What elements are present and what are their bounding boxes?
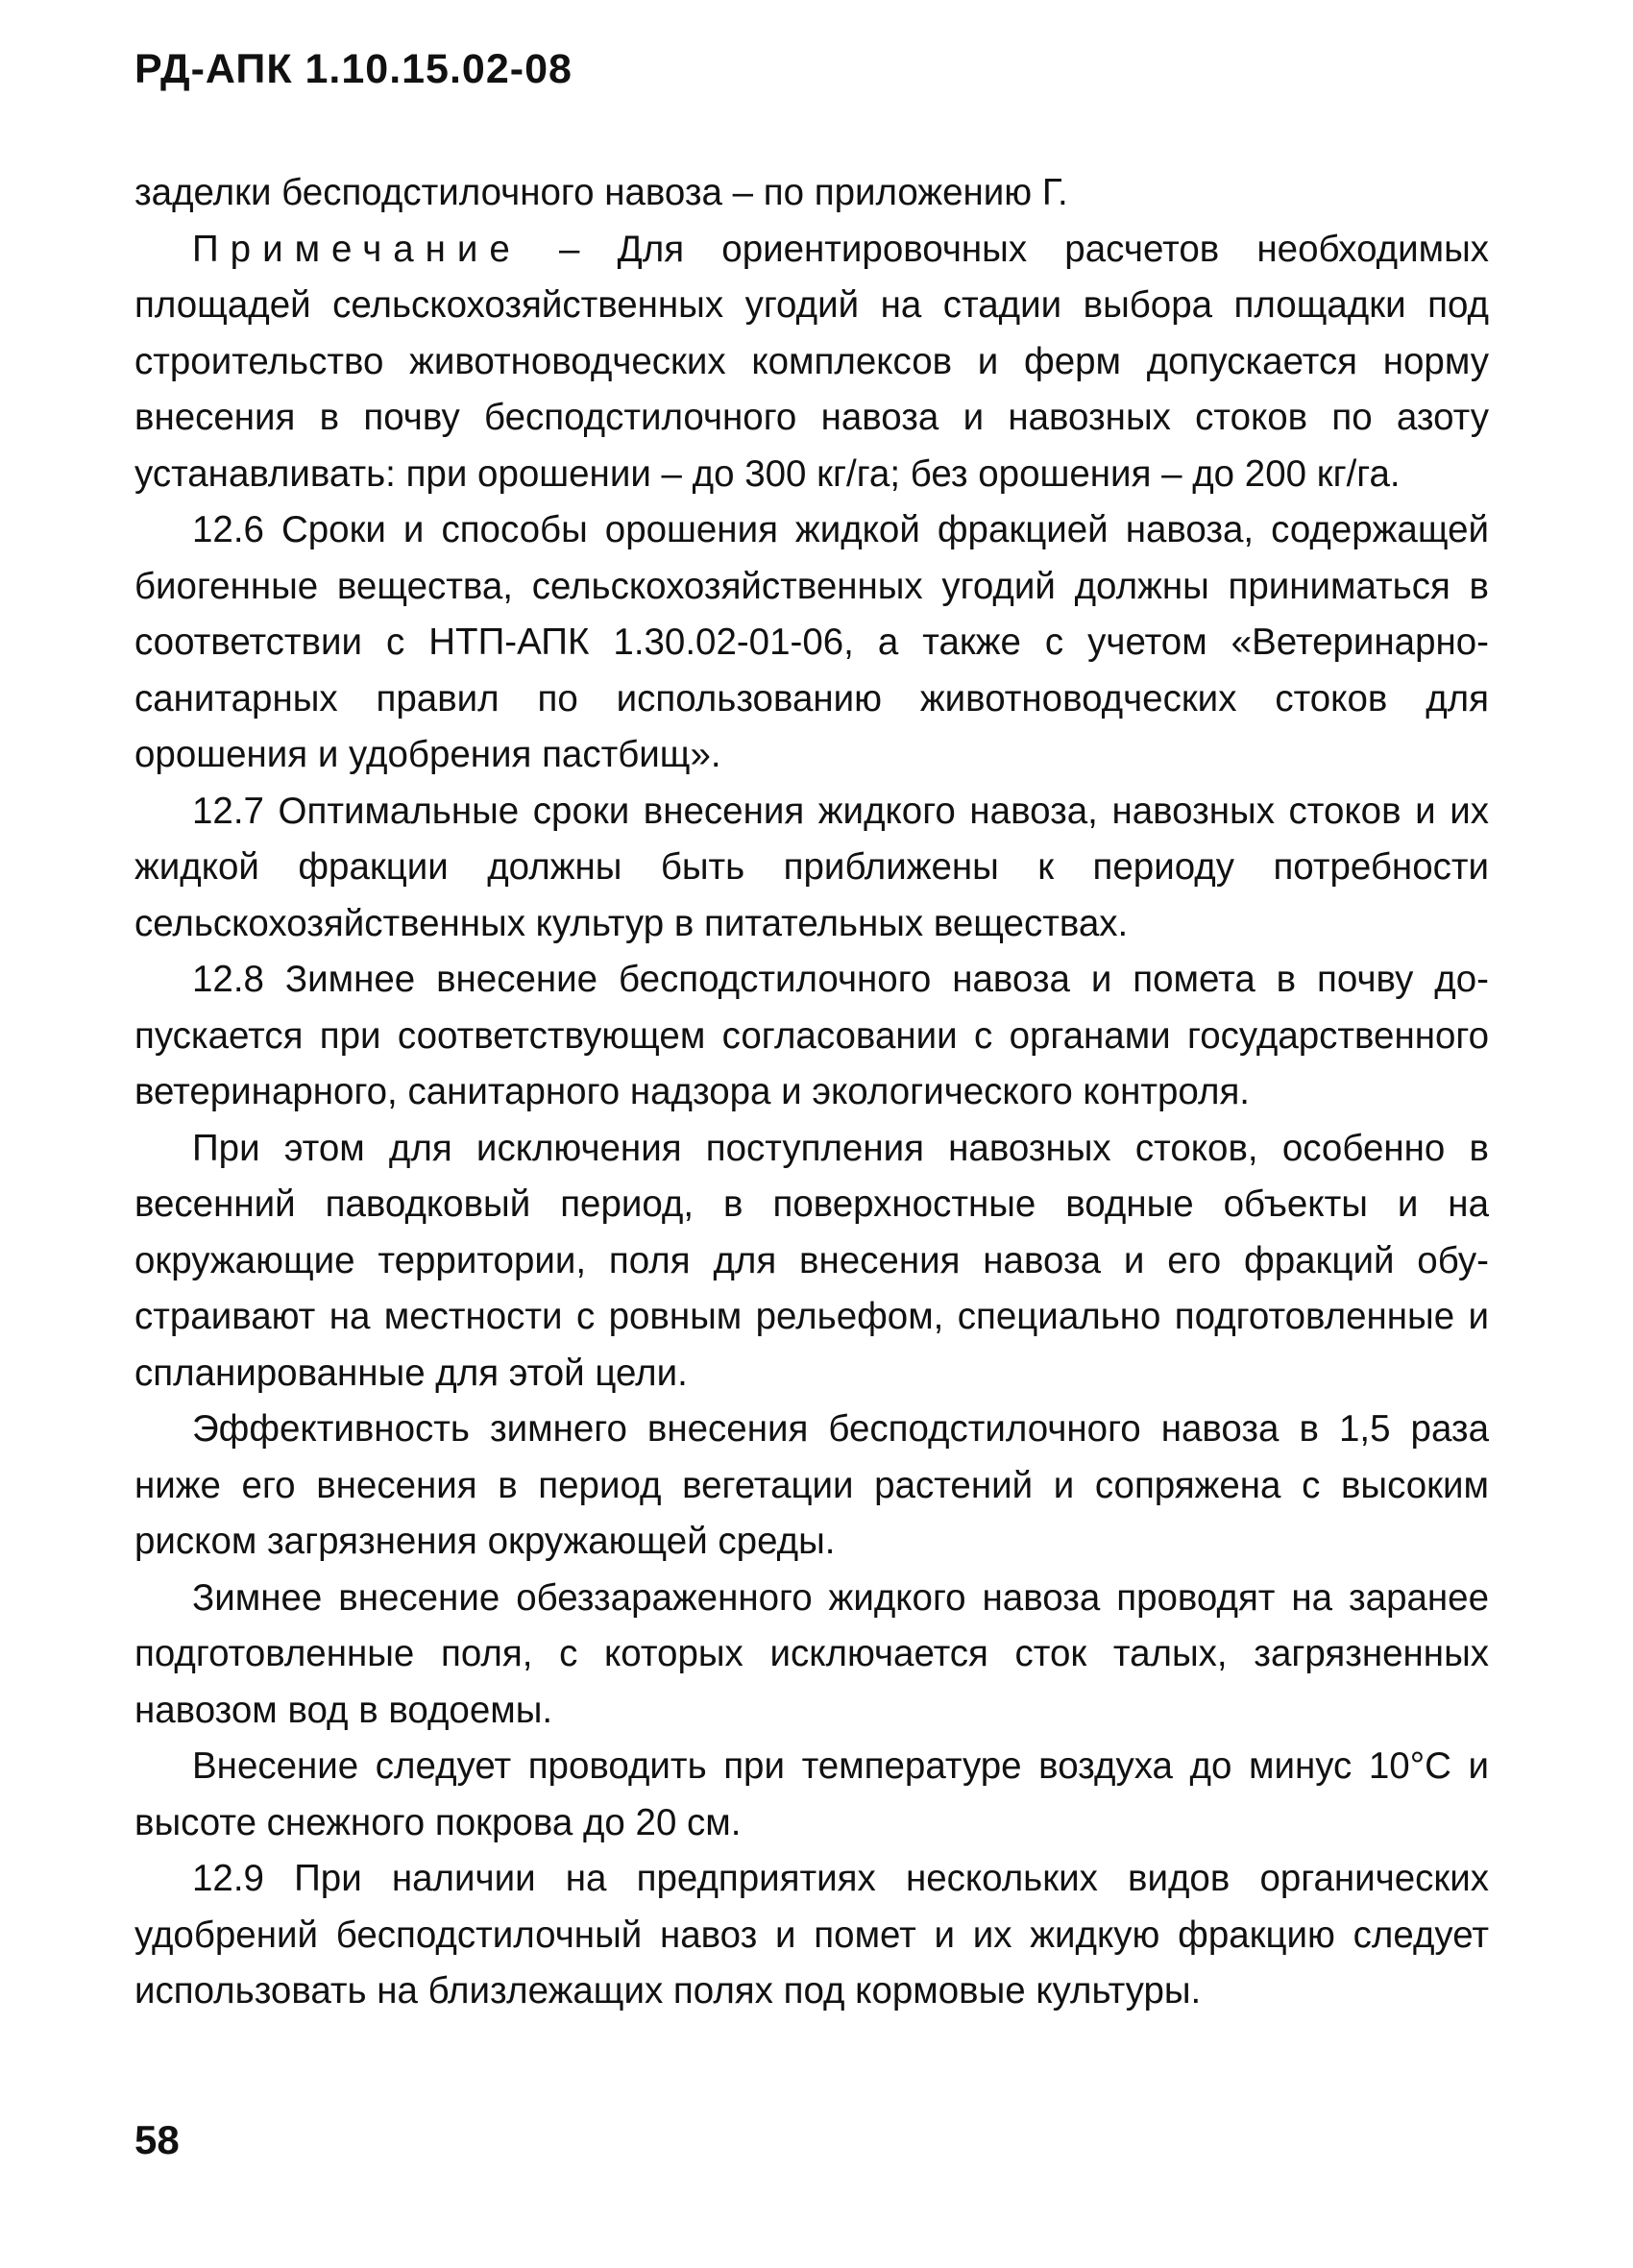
paragraph-winter-application: Зимнее внесение обеззараженного жидкого навоза проводят на заранее подготовленные поля, с которых исключается сток талых, загрязненных навозом вод в водоемы. bbox=[134, 1576, 1489, 1731]
paragraph-winter-conditions: Внесение следует проводить при температуре воздуха до минус 10°С и высоте снежного покрова до 20 см. bbox=[134, 1745, 1489, 1843]
note-paragraph bbox=[134, 222, 1489, 503]
paragraph-12-7: 12.7 Оптимальные сроки внесения жидкого навоза, навозных стоков и их жидкой фракции должны быть приближены к периоду потребности сельскохозяйственных культур в питательных веществах. bbox=[134, 790, 1489, 944]
paragraph-winter-measures: При этом для исключения поступления навозных стоков, особенно в весенний паводковый период, в поверхностные водные объекты и на окружающие территории, поля для внесения навоза и его фракций обустраивают на местности с ровным рельефом, специально подготовленные и спланированные для этой цели. bbox=[134, 1127, 1489, 1394]
note-label: Примечание bbox=[192, 228, 522, 270]
paragraph-12-9: 12.9 При наличии на предприятиях нескольких видов органических удобрений бесподстилочный навоз и помет и их жидкую фракцию следует использовать на близлежащих полях под кормовые культуры. bbox=[134, 1858, 1489, 2012]
paragraph-winter-efficiency: Эффективность зимнего внесения бесподстилочного навоза в 1,5 раза ниже его внесения в период вегетации растений и сопряжена с высоким риском загрязнения окружающей среды. bbox=[134, 1408, 1489, 1562]
body-text bbox=[134, 165, 1489, 2020]
page-number: 58 bbox=[134, 2117, 180, 2162]
paragraph-12-6: 12.6 Сроки и способы орошения жидкой фракцией навоза, содержащей биогенные вещества, сельскохозяйственных угодий должны приниматься в соответствии с НТП-АПК 1.30.02-01-06, а также с учетом «Ветеринарно-санитарных правил по использованию животноводческих стоков для орошения и удобрения пастбищ». bbox=[134, 509, 1489, 775]
paragraph-continuation: заделки бесподстилочного навоза – по приложению Г. bbox=[134, 172, 1068, 213]
paragraph-12-8: 12.8 Зимнее внесение бесподстилочного навоза и помета в почву допускается при соответствующем согласовании с органами государственного ветеринарного, санитарного надзора и экологического контроля. bbox=[134, 959, 1489, 1112]
note-text: – Для ориентировочных расчетов необходимых площадей сельскохозяйственных угодий на стадии выбора площадки под строительство животноводческих комплексов и ферм допускается норму внесения в почву бесподстилочного навоза и навозных стоков по азоту устанавливать: при орошении – до 300 кг/га; без орошения – до 200 кг/га. bbox=[134, 228, 1489, 495]
document-code-header: РД-АПК 1.10.15.02-08 bbox=[134, 46, 573, 92]
